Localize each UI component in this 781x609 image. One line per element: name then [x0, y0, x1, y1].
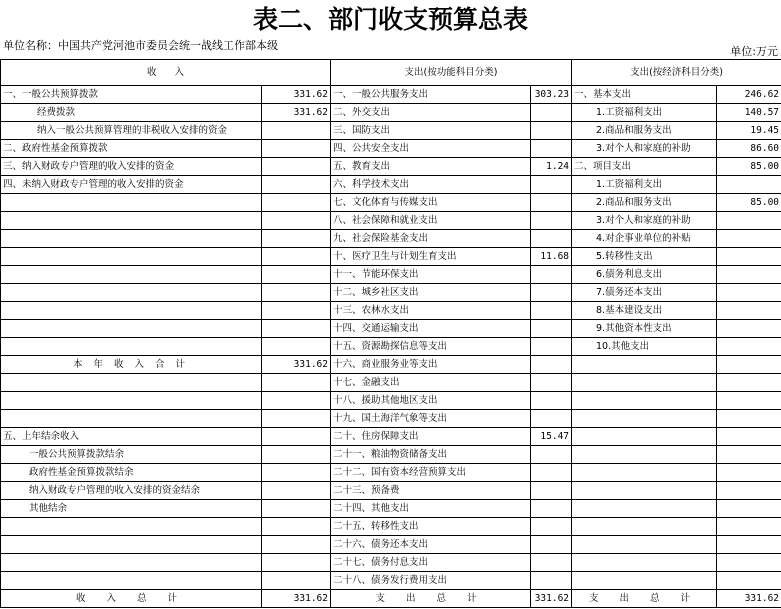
econ-label: 7.债务还本支出 [572, 284, 717, 302]
func-value [531, 392, 572, 410]
econ-label: 2.商品和服务支出 [572, 194, 717, 212]
econ-value [717, 572, 781, 590]
income-label: 五、上年结余收入 [1, 428, 262, 446]
econ-value: 19.45 [717, 122, 781, 140]
income-value [262, 302, 331, 320]
func-label: 二十一、粮油物资储备支出 [331, 446, 531, 464]
econ-value [717, 410, 781, 428]
income-label [1, 554, 262, 572]
income-label [1, 320, 262, 338]
income-value [262, 428, 331, 446]
income-value [262, 500, 331, 518]
income-value [262, 122, 331, 140]
func-value [531, 500, 572, 518]
func-value [531, 464, 572, 482]
income-value [262, 194, 331, 212]
header-income: 收 入 [1, 60, 331, 86]
econ-value: 140.57 [717, 104, 781, 122]
func-label: 十四、交通运输支出 [331, 320, 531, 338]
econ-label: 10.其他支出 [572, 338, 717, 356]
income-label [1, 266, 262, 284]
income-label [1, 284, 262, 302]
table-row [1, 338, 781, 356]
econ-value [717, 392, 781, 410]
income-label: 一、一般公共预算拨款 [1, 86, 262, 104]
econ-value [717, 482, 781, 500]
func-label: 二十、住房保障支出 [331, 428, 531, 446]
econ-label: 二、项目支出 [572, 158, 717, 176]
econ-value [717, 230, 781, 248]
econ-label: 2.商品和服务支出 [572, 122, 717, 140]
func-value: 1.24 [531, 158, 572, 176]
econ-label: 9.其他资本性支出 [572, 320, 717, 338]
currency-unit: 单位:万元 [730, 45, 778, 58]
income-value [262, 338, 331, 356]
income-label [1, 536, 262, 554]
func-total-label: 支 出 总 计 [331, 590, 531, 608]
income-label: 纳入一般公共预算管理的非税收入安排的资金 [1, 122, 262, 140]
income-label [1, 338, 262, 356]
income-value [262, 230, 331, 248]
econ-label [572, 356, 717, 374]
income-value: 331.62 [262, 104, 331, 122]
econ-label [572, 554, 717, 572]
econ-value [717, 518, 781, 536]
econ-value [717, 302, 781, 320]
func-label: 十六、商业服务业等支出 [331, 356, 531, 374]
econ-value [717, 320, 781, 338]
table-row [1, 266, 781, 284]
func-label: 四、公共安全支出 [331, 140, 531, 158]
income-label [1, 374, 262, 392]
table-row [1, 86, 781, 104]
econ-value [717, 446, 781, 464]
table-row [1, 104, 781, 122]
table-row [1, 230, 781, 248]
func-value [531, 356, 572, 374]
income-value [262, 446, 331, 464]
econ-label: 1.工资福利支出 [572, 104, 717, 122]
func-value [531, 482, 572, 500]
income-value [262, 320, 331, 338]
income-label: 二、政府性基金预算拨款 [1, 140, 262, 158]
table-row [1, 194, 781, 212]
income-label [1, 248, 262, 266]
func-value [531, 572, 572, 590]
econ-label [572, 464, 717, 482]
econ-label: 3.对个人和家庭的补助 [572, 140, 717, 158]
income-value [262, 482, 331, 500]
income-label: 政府性基金预算拨款结余 [1, 464, 262, 482]
func-value [531, 230, 572, 248]
econ-value: 86.60 [717, 140, 781, 158]
unit-name: 单位名称：中国共产党河池市委员会统一战线工作部本级 [3, 39, 278, 52]
budget-table [0, 59, 781, 608]
econ-total-label: 支 出 总 计 [572, 590, 717, 608]
income-label [1, 230, 262, 248]
func-value [531, 176, 572, 194]
func-value [531, 536, 572, 554]
table-row [1, 428, 781, 446]
econ-value [717, 266, 781, 284]
func-label: 十三、农林水支出 [331, 302, 531, 320]
econ-label [572, 482, 717, 500]
table-row [1, 356, 781, 374]
func-label: 九、社会保险基金支出 [331, 230, 531, 248]
econ-value: 85.00 [717, 194, 781, 212]
table-row [1, 518, 781, 536]
econ-value [717, 284, 781, 302]
header-expenditure-functional: 支出(按功能科目分类) [331, 60, 572, 86]
func-value [531, 104, 572, 122]
table-row [1, 410, 781, 428]
income-value: 331.62 [262, 86, 331, 104]
table-row [1, 212, 781, 230]
func-label: 一、一般公共服务支出 [331, 86, 531, 104]
econ-label: 一、基本支出 [572, 86, 717, 104]
page-title: 表二、部门收支预算总表 [252, 5, 528, 34]
func-value [531, 554, 572, 572]
income-label [1, 392, 262, 410]
econ-value [717, 374, 781, 392]
table-row [1, 392, 781, 410]
func-value [531, 446, 572, 464]
table-row [1, 446, 781, 464]
econ-label [572, 446, 717, 464]
func-label: 二十三、预备费 [331, 482, 531, 500]
econ-value: 246.62 [717, 86, 781, 104]
econ-label [572, 500, 717, 518]
econ-label [572, 536, 717, 554]
econ-value [717, 554, 781, 572]
econ-label: 1.工资福利支出 [572, 176, 717, 194]
func-total-value: 331.62 [531, 590, 572, 608]
table-row [1, 140, 781, 158]
func-value [531, 302, 572, 320]
econ-total-value: 331.62 [717, 590, 781, 608]
func-label: 二十二、国有资本经营预算支出 [331, 464, 531, 482]
func-value [531, 194, 572, 212]
econ-label [572, 374, 717, 392]
func-label: 十七、金融支出 [331, 374, 531, 392]
income-value [262, 266, 331, 284]
income-label: 三、纳入财政专户管理的收入安排的资金 [1, 158, 262, 176]
header-row [1, 60, 781, 86]
econ-value [717, 338, 781, 356]
income-label: 一般公共预算拨款结余 [1, 446, 262, 464]
table-row [1, 464, 781, 482]
econ-label [572, 572, 717, 590]
func-label: 五、教育支出 [331, 158, 531, 176]
table-row [1, 536, 781, 554]
econ-label: 6.债务利息支出 [572, 266, 717, 284]
table-row [1, 122, 781, 140]
income-value [262, 284, 331, 302]
econ-label [572, 410, 717, 428]
table-row [1, 158, 781, 176]
func-value: 303.23 [531, 86, 572, 104]
func-label: 十九、国土海洋气象等支出 [331, 410, 531, 428]
income-label [1, 518, 262, 536]
table-row [1, 320, 781, 338]
table-row [1, 572, 781, 590]
func-label: 十、医疗卫生与计划生育支出 [331, 248, 531, 266]
func-label: 十五、资源勘探信息等支出 [331, 338, 531, 356]
func-label: 三、国防支出 [331, 122, 531, 140]
econ-label [572, 392, 717, 410]
func-value [531, 374, 572, 392]
income-value [262, 518, 331, 536]
income-value [262, 554, 331, 572]
income-value [262, 464, 331, 482]
income-value [262, 536, 331, 554]
func-label: 二、外交支出 [331, 104, 531, 122]
income-subtotal-value: 331.62 [262, 356, 331, 374]
func-label: 二十八、债务发行费用支出 [331, 572, 531, 590]
income-label [1, 302, 262, 320]
table-row [1, 284, 781, 302]
func-label: 八、社会保障和就业支出 [331, 212, 531, 230]
income-label: 其他结余 [1, 500, 262, 518]
func-value: 11.68 [531, 248, 572, 266]
func-value [531, 212, 572, 230]
func-label: 七、文化体育与传媒支出 [331, 194, 531, 212]
table-row [1, 176, 781, 194]
income-label: 四、未纳入财政专户管理的收入安排的资金 [1, 176, 262, 194]
func-value [531, 122, 572, 140]
table-row [1, 482, 781, 500]
econ-value [717, 500, 781, 518]
func-label: 十一、节能环保支出 [331, 266, 531, 284]
income-subtotal-label: 本 年 收 入 合 计 [1, 356, 262, 374]
func-value [531, 140, 572, 158]
econ-label [572, 428, 717, 446]
func-value [531, 338, 572, 356]
income-label [1, 194, 262, 212]
func-label: 十二、城乡社区支出 [331, 284, 531, 302]
econ-label: 8.基本建设支出 [572, 302, 717, 320]
econ-label: 5.转移性支出 [572, 248, 717, 266]
income-value [262, 158, 331, 176]
func-label: 二十五、转移性支出 [331, 518, 531, 536]
econ-label: 4.对企事业单位的补贴 [572, 230, 717, 248]
income-label: 经费拨款 [1, 104, 262, 122]
income-value [262, 176, 331, 194]
table-row [1, 248, 781, 266]
econ-value: 85.00 [717, 158, 781, 176]
income-value [262, 140, 331, 158]
totals-row [1, 590, 781, 608]
econ-label [572, 518, 717, 536]
econ-value [717, 536, 781, 554]
func-label: 十八、援助其他地区支出 [331, 392, 531, 410]
func-label: 二十四、其他支出 [331, 500, 531, 518]
func-value [531, 320, 572, 338]
func-value [531, 518, 572, 536]
income-value [262, 392, 331, 410]
econ-label: 3.对个人和家庭的补助 [572, 212, 717, 230]
income-value [262, 410, 331, 428]
table-row [1, 500, 781, 518]
income-label [1, 212, 262, 230]
table-row [1, 554, 781, 572]
func-value [531, 284, 572, 302]
income-value [262, 572, 331, 590]
func-value [531, 410, 572, 428]
income-value [262, 248, 331, 266]
income-value [262, 212, 331, 230]
income-label: 纳入财政专户管理的收入安排的资金结余 [1, 482, 262, 500]
econ-value [717, 356, 781, 374]
income-total-value: 331.62 [262, 590, 331, 608]
income-total-label: 收 入 总 计 [1, 590, 262, 608]
func-label: 六、科学技术支出 [331, 176, 531, 194]
econ-value [717, 248, 781, 266]
income-value [262, 374, 331, 392]
func-label: 二十七、债务付息支出 [331, 554, 531, 572]
econ-value [717, 212, 781, 230]
header-expenditure-economic: 支出(按经济科目分类) [572, 60, 781, 86]
income-label [1, 572, 262, 590]
income-label [1, 410, 262, 428]
func-value: 15.47 [531, 428, 572, 446]
econ-value [717, 428, 781, 446]
func-value [531, 266, 572, 284]
table-row [1, 302, 781, 320]
econ-value [717, 464, 781, 482]
func-label: 二十六、债务还本支出 [331, 536, 531, 554]
table-row [1, 374, 781, 392]
econ-value [717, 176, 781, 194]
